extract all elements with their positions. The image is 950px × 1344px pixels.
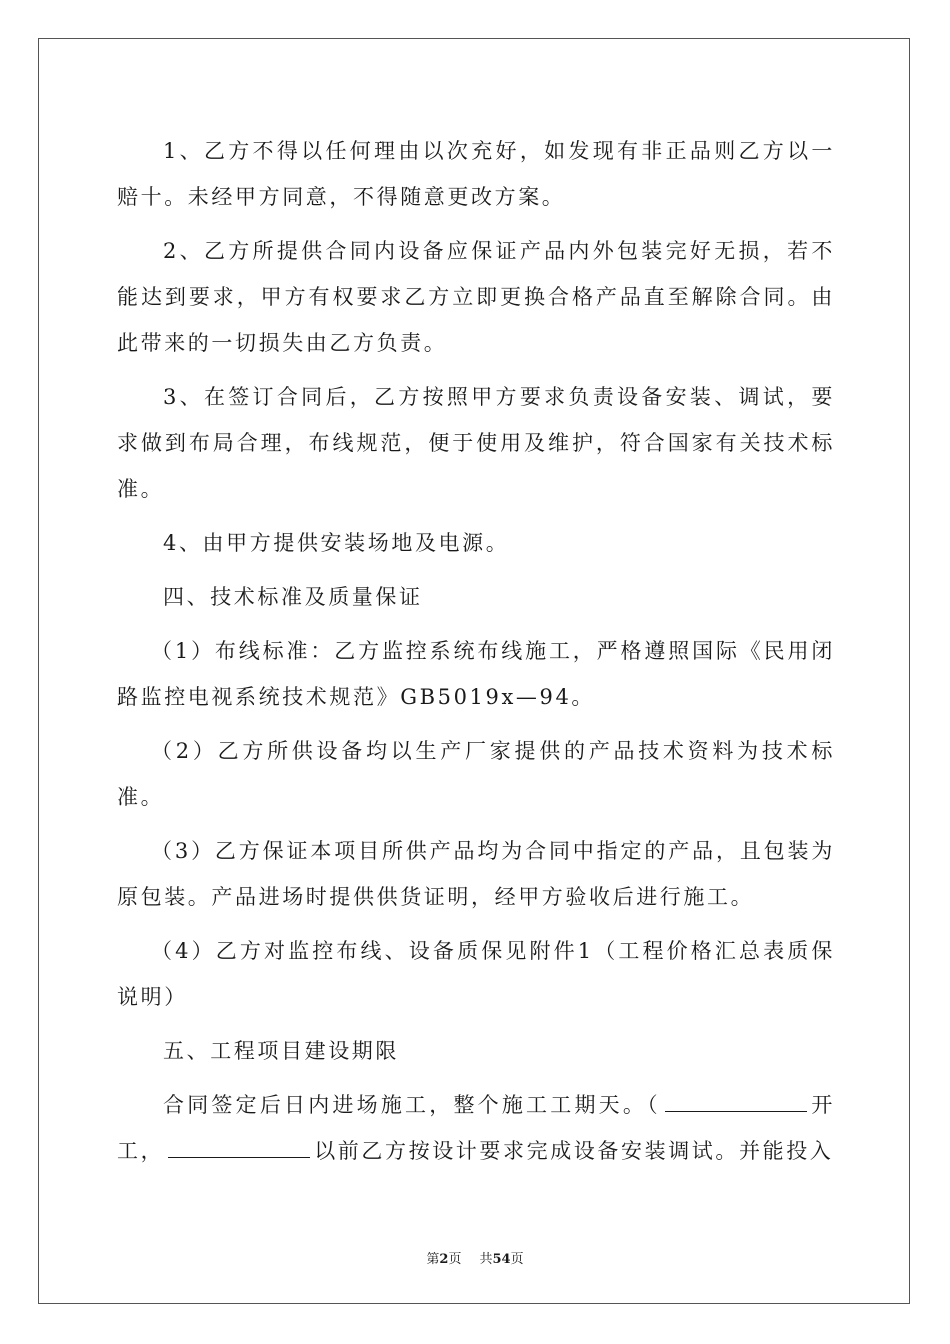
document-body <box>117 128 835 1182</box>
page-suffix: 页 <box>448 1252 462 1267</box>
standard-item-3: （3）乙方保证本项目所供产品均为合同中指定的产品，且包装为原包装。产品进场时提供供货证明，经甲方验收后进行施工。 <box>117 839 835 909</box>
schedule-text-3: 以前乙方按设计要求完成设备安装调试。并能投入 <box>314 1139 834 1163</box>
clause-3: 3、在签订合同后，乙方按照甲方要求负责设备安装、调试，要求做到布局合理，布线规范，便于使用及维护，符合国家有关技术标准。 <box>117 385 835 501</box>
page-footer <box>0 1248 950 1267</box>
page-prefix: 第 <box>426 1252 440 1267</box>
standard-item-1: （1）布线标准：乙方监控系统布线施工，严格遵照国际《民用闭路监控电视系统技术规范》GB5019x—94。 <box>117 639 835 709</box>
schedule-text-2: 开工， <box>117 1093 835 1163</box>
standard-item-4: （4）乙方对监控布线、设备质保见附件1（工程价格汇总表质保说明） <box>117 939 835 1009</box>
total-pages: 54 <box>492 1252 511 1267</box>
clause-2: 2、乙方所提供合同内设备应保证产品内外包装完好无损，若不能达到要求，甲方有权要求乙方立即更换合格产品直至解除合同。由此带来的一切损失由乙方负责。 <box>117 239 835 355</box>
start-date-blank <box>665 1085 807 1112</box>
completion-date-blank <box>168 1131 310 1158</box>
section-heading-4: 四、技术标准及质量保证 <box>163 585 423 609</box>
section-heading-5: 五、工程项目建设期限 <box>163 1039 399 1063</box>
total-suffix: 页 <box>510 1252 524 1267</box>
standard-item-2: （2）乙方所供设备均以生产厂家提供的产品技术资料为技术标准。 <box>117 739 835 809</box>
total-prefix: 共 <box>479 1252 493 1267</box>
schedule-text-1: 合同签定后日内进场施工，整个施工工期天。（ <box>163 1093 661 1117</box>
clause-4: 4、由甲方提供安装场地及电源。 <box>163 531 510 555</box>
page-number: 2 <box>439 1252 449 1267</box>
clause-1: 1、乙方不得以任何理由以次充好，如发现有非正品则乙方以一赔十。未经甲方同意，不得随意更改方案。 <box>117 139 835 209</box>
schedule-paragraph <box>117 1082 835 1174</box>
